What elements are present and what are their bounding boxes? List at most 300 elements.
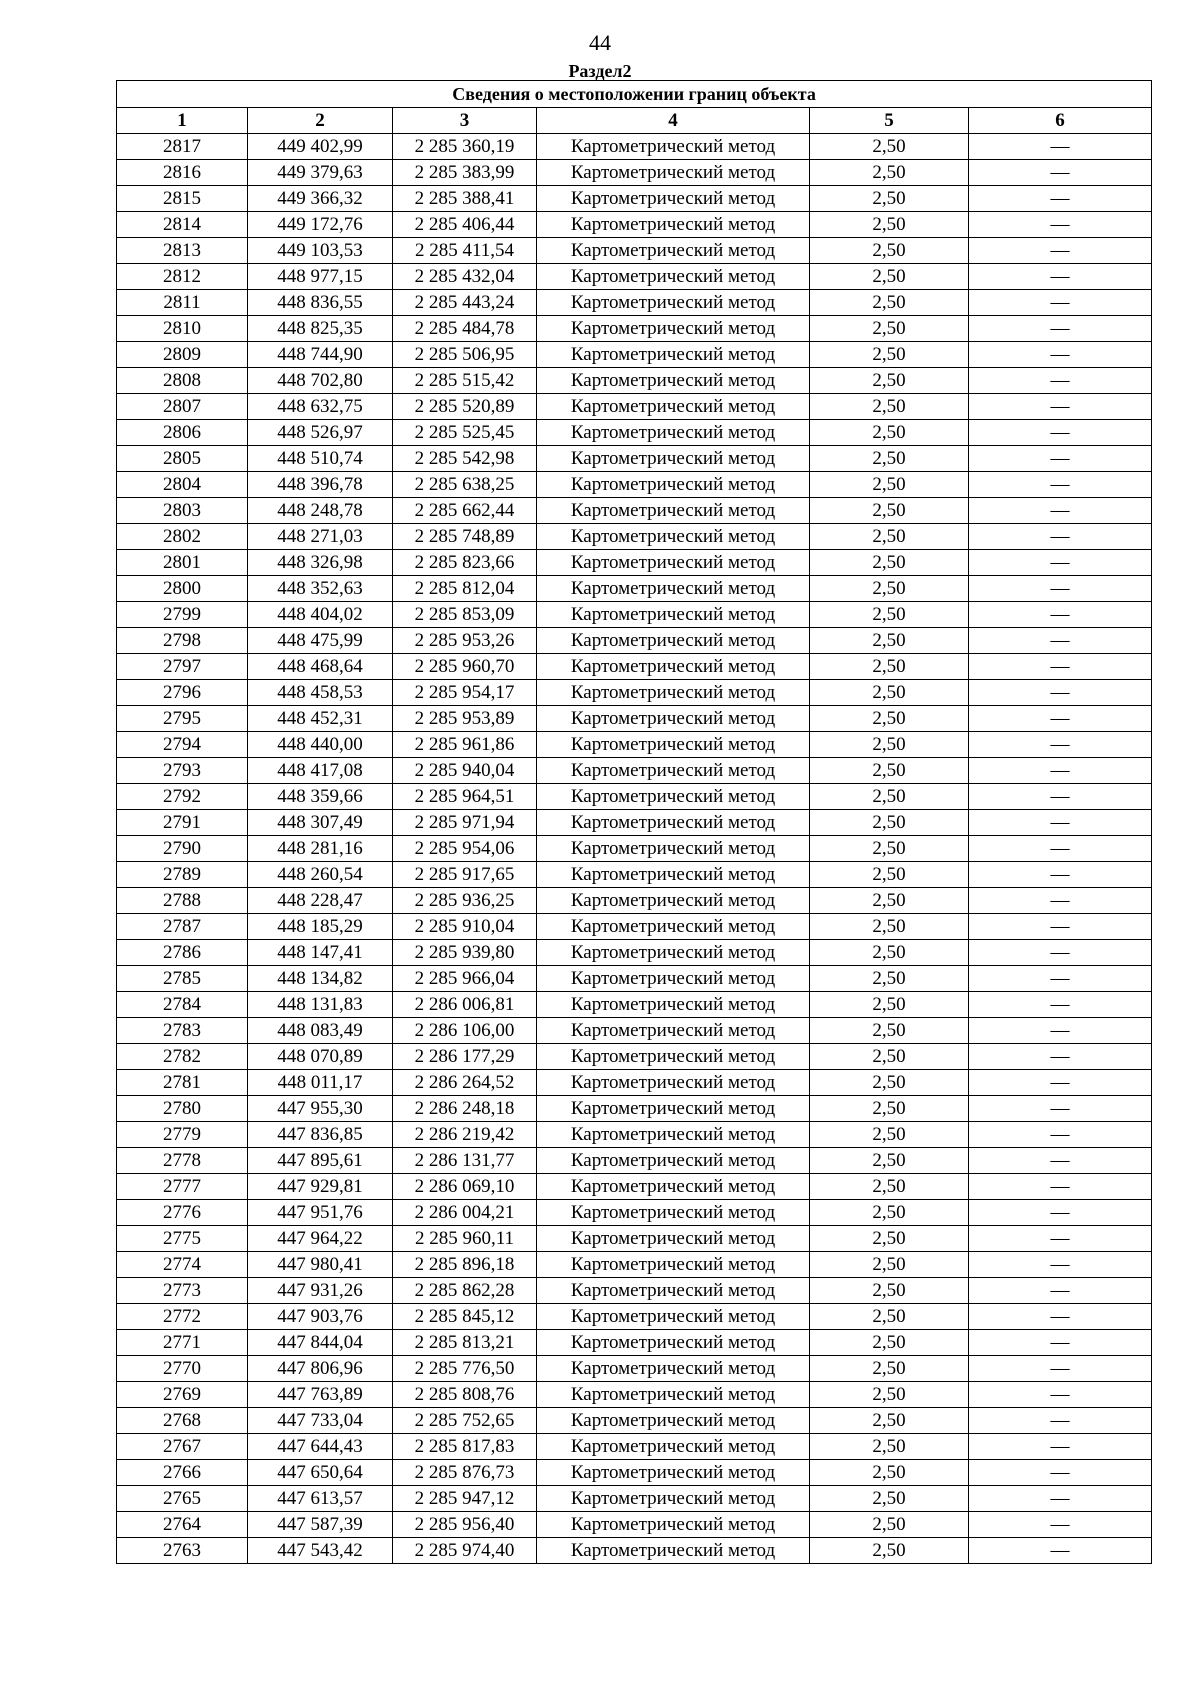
x-coordinate-cell: 448 260,54 — [248, 862, 393, 888]
y-coordinate-cell: 2 285 432,04 — [393, 264, 537, 290]
method-cell: Картометрический метод — [537, 784, 810, 810]
table-row — [117, 914, 1152, 940]
y-coordinate-cell: 2 285 961,86 — [393, 732, 537, 758]
y-coordinate-cell: 2 285 953,26 — [393, 628, 537, 654]
description-cell: — — [969, 862, 1152, 888]
x-coordinate-cell: 448 248,78 — [248, 498, 393, 524]
y-coordinate-cell: 2 285 940,04 — [393, 758, 537, 784]
description-cell: — — [969, 1096, 1152, 1122]
point-number-cell: 2770 — [117, 1356, 248, 1382]
description-cell: — — [969, 1460, 1152, 1486]
method-cell: Картометрический метод — [537, 1434, 810, 1460]
y-coordinate-cell: 2 285 853,09 — [393, 602, 537, 628]
table-row — [117, 342, 1152, 368]
method-cell: Картометрический метод — [537, 810, 810, 836]
table-row — [117, 706, 1152, 732]
table-row — [117, 1044, 1152, 1070]
table-row — [117, 1018, 1152, 1044]
accuracy-cell: 2,50 — [810, 1070, 969, 1096]
method-cell: Картометрический метод — [537, 914, 810, 940]
accuracy-cell: 2,50 — [810, 368, 969, 394]
point-number-cell: 2813 — [117, 238, 248, 264]
y-coordinate-cell: 2 285 638,25 — [393, 472, 537, 498]
table-row — [117, 1382, 1152, 1408]
y-coordinate-cell: 2 285 910,04 — [393, 914, 537, 940]
y-coordinate-cell: 2 285 954,17 — [393, 680, 537, 706]
x-coordinate-cell: 447 903,76 — [248, 1304, 393, 1330]
accuracy-cell: 2,50 — [810, 446, 969, 472]
section-title: Раздел2 — [568, 61, 632, 81]
accuracy-cell: 2,50 — [810, 836, 969, 862]
point-number-cell: 2773 — [117, 1278, 248, 1304]
accuracy-cell: 2,50 — [810, 810, 969, 836]
table-row — [117, 1538, 1152, 1564]
accuracy-cell: 2,50 — [810, 628, 969, 654]
accuracy-cell: 2,50 — [810, 680, 969, 706]
table-row — [117, 446, 1152, 472]
accuracy-cell: 2,50 — [810, 160, 969, 186]
x-coordinate-cell: 448 326,98 — [248, 550, 393, 576]
x-coordinate-cell: 448 131,83 — [248, 992, 393, 1018]
accuracy-cell: 2,50 — [810, 1356, 969, 1382]
point-number-cell: 2797 — [117, 654, 248, 680]
method-cell: Картометрический метод — [537, 1330, 810, 1356]
description-cell: — — [969, 550, 1152, 576]
y-coordinate-cell: 2 285 862,28 — [393, 1278, 537, 1304]
method-cell: Картометрический метод — [537, 342, 810, 368]
table-row — [117, 186, 1152, 212]
method-cell: Картометрический метод — [537, 654, 810, 680]
table-row — [117, 238, 1152, 264]
x-coordinate-cell: 448 632,75 — [248, 394, 393, 420]
x-coordinate-cell: 447 955,30 — [248, 1096, 393, 1122]
table-row — [117, 628, 1152, 654]
y-coordinate-cell: 2 285 953,89 — [393, 706, 537, 732]
method-cell: Картометрический метод — [537, 1512, 810, 1538]
method-cell: Картометрический метод — [537, 524, 810, 550]
y-coordinate-cell: 2 285 974,40 — [393, 1538, 537, 1564]
point-number-cell: 2786 — [117, 940, 248, 966]
x-coordinate-cell: 447 895,61 — [248, 1148, 393, 1174]
description-cell: — — [969, 1512, 1152, 1538]
y-coordinate-cell: 2 285 411,54 — [393, 238, 537, 264]
accuracy-cell: 2,50 — [810, 1148, 969, 1174]
x-coordinate-cell: 448 281,16 — [248, 836, 393, 862]
point-number-cell: 2771 — [117, 1330, 248, 1356]
point-number-cell: 2801 — [117, 550, 248, 576]
accuracy-cell: 2,50 — [810, 524, 969, 550]
x-coordinate-cell: 448 702,80 — [248, 368, 393, 394]
point-number-cell: 2810 — [117, 316, 248, 342]
accuracy-cell: 2,50 — [810, 290, 969, 316]
description-cell: — — [969, 1148, 1152, 1174]
table-row — [117, 1200, 1152, 1226]
point-number-cell: 2775 — [117, 1226, 248, 1252]
y-coordinate-cell: 2 285 388,41 — [393, 186, 537, 212]
x-coordinate-cell: 448 228,47 — [248, 888, 393, 914]
method-cell: Картометрический метод — [537, 1070, 810, 1096]
method-cell: Картометрический метод — [537, 1252, 810, 1278]
table-head — [117, 81, 1152, 134]
point-number-cell: 2807 — [117, 394, 248, 420]
table-body — [117, 134, 1152, 1564]
description-cell: — — [969, 368, 1152, 394]
column-header: 6 — [969, 108, 1152, 134]
x-coordinate-cell: 448 510,74 — [248, 446, 393, 472]
y-coordinate-cell: 2 285 813,21 — [393, 1330, 537, 1356]
table-row — [117, 316, 1152, 342]
x-coordinate-cell: 447 613,57 — [248, 1486, 393, 1512]
accuracy-cell: 2,50 — [810, 784, 969, 810]
x-coordinate-cell: 447 929,81 — [248, 1174, 393, 1200]
method-cell: Картометрический метод — [537, 1018, 810, 1044]
accuracy-cell: 2,50 — [810, 758, 969, 784]
y-coordinate-cell: 2 286 264,52 — [393, 1070, 537, 1096]
column-header: 5 — [810, 108, 969, 134]
table-row — [117, 524, 1152, 550]
accuracy-cell: 2,50 — [810, 1226, 969, 1252]
x-coordinate-cell: 448 070,89 — [248, 1044, 393, 1070]
description-cell: — — [969, 836, 1152, 862]
method-cell: Картометрический метод — [537, 1122, 810, 1148]
point-number-cell: 2790 — [117, 836, 248, 862]
page-number: 44 — [589, 30, 611, 55]
table-row — [117, 160, 1152, 186]
table-row — [117, 290, 1152, 316]
table-row — [117, 966, 1152, 992]
y-coordinate-cell: 2 286 006,81 — [393, 992, 537, 1018]
point-number-cell: 2776 — [117, 1200, 248, 1226]
x-coordinate-cell: 448 083,49 — [248, 1018, 393, 1044]
column-header: 1 — [117, 108, 248, 134]
table-row — [117, 264, 1152, 290]
description-cell: — — [969, 1044, 1152, 1070]
description-cell: — — [969, 1434, 1152, 1460]
accuracy-cell: 2,50 — [810, 1486, 969, 1512]
x-coordinate-cell: 448 440,00 — [248, 732, 393, 758]
method-cell: Картометрический метод — [537, 498, 810, 524]
description-cell: — — [969, 654, 1152, 680]
point-number-cell: 2804 — [117, 472, 248, 498]
description-cell: — — [969, 1070, 1152, 1096]
x-coordinate-cell: 448 744,90 — [248, 342, 393, 368]
x-coordinate-cell: 447 650,64 — [248, 1460, 393, 1486]
point-number-cell: 2799 — [117, 602, 248, 628]
accuracy-cell: 2,50 — [810, 992, 969, 1018]
column-header: 2 — [248, 108, 393, 134]
x-coordinate-cell: 448 147,41 — [248, 940, 393, 966]
description-cell: — — [969, 1408, 1152, 1434]
x-coordinate-cell: 448 977,15 — [248, 264, 393, 290]
point-number-cell: 2794 — [117, 732, 248, 758]
table-row — [117, 1486, 1152, 1512]
accuracy-cell: 2,50 — [810, 732, 969, 758]
point-number-cell: 2811 — [117, 290, 248, 316]
table-row — [117, 1304, 1152, 1330]
point-number-cell: 2816 — [117, 160, 248, 186]
table-row — [117, 394, 1152, 420]
point-number-cell: 2812 — [117, 264, 248, 290]
y-coordinate-cell: 2 286 069,10 — [393, 1174, 537, 1200]
accuracy-cell: 2,50 — [810, 316, 969, 342]
description-cell: — — [969, 134, 1152, 160]
point-number-cell: 2791 — [117, 810, 248, 836]
point-number-cell: 2809 — [117, 342, 248, 368]
accuracy-cell: 2,50 — [810, 1278, 969, 1304]
description-cell: — — [969, 706, 1152, 732]
accuracy-cell: 2,50 — [810, 472, 969, 498]
method-cell: Картометрический метод — [537, 1304, 810, 1330]
y-coordinate-cell: 2 286 219,42 — [393, 1122, 537, 1148]
x-coordinate-cell: 447 543,42 — [248, 1538, 393, 1564]
method-cell: Картометрический метод — [537, 992, 810, 1018]
y-coordinate-cell: 2 285 515,42 — [393, 368, 537, 394]
y-coordinate-cell: 2 285 956,40 — [393, 1512, 537, 1538]
x-coordinate-cell: 447 964,22 — [248, 1226, 393, 1252]
accuracy-cell: 2,50 — [810, 1330, 969, 1356]
x-coordinate-cell: 449 172,76 — [248, 212, 393, 238]
x-coordinate-cell: 447 763,89 — [248, 1382, 393, 1408]
description-cell: — — [969, 732, 1152, 758]
x-coordinate-cell: 449 103,53 — [248, 238, 393, 264]
table-caption: Сведения о местоположении границ объекта — [117, 81, 1152, 108]
y-coordinate-cell: 2 285 876,73 — [393, 1460, 537, 1486]
accuracy-cell: 2,50 — [810, 394, 969, 420]
accuracy-cell: 2,50 — [810, 420, 969, 446]
method-cell: Картометрический метод — [537, 290, 810, 316]
method-cell: Картометрический метод — [537, 264, 810, 290]
x-coordinate-cell: 447 980,41 — [248, 1252, 393, 1278]
accuracy-cell: 2,50 — [810, 1200, 969, 1226]
description-cell: — — [969, 966, 1152, 992]
accuracy-cell: 2,50 — [810, 1538, 969, 1564]
table-row — [117, 1356, 1152, 1382]
table-row — [117, 654, 1152, 680]
point-number-cell: 2817 — [117, 134, 248, 160]
point-number-cell: 2792 — [117, 784, 248, 810]
description-cell: — — [969, 784, 1152, 810]
method-cell: Картометрический метод — [537, 316, 810, 342]
method-cell: Картометрический метод — [537, 966, 810, 992]
x-coordinate-cell: 447 844,04 — [248, 1330, 393, 1356]
description-cell: — — [969, 238, 1152, 264]
y-coordinate-cell: 2 285 964,51 — [393, 784, 537, 810]
description-cell: — — [969, 576, 1152, 602]
point-number-cell: 2795 — [117, 706, 248, 732]
point-number-cell: 2796 — [117, 680, 248, 706]
description-cell: — — [969, 290, 1152, 316]
method-cell: Картометрический метод — [537, 940, 810, 966]
accuracy-cell: 2,50 — [810, 862, 969, 888]
description-cell: — — [969, 394, 1152, 420]
y-coordinate-cell: 2 285 812,04 — [393, 576, 537, 602]
point-number-cell: 2766 — [117, 1460, 248, 1486]
description-cell: — — [969, 160, 1152, 186]
description-cell: — — [969, 888, 1152, 914]
description-cell: — — [969, 1486, 1152, 1512]
accuracy-cell: 2,50 — [810, 654, 969, 680]
accuracy-cell: 2,50 — [810, 1174, 969, 1200]
description-cell: — — [969, 940, 1152, 966]
accuracy-cell: 2,50 — [810, 238, 969, 264]
method-cell: Картометрический метод — [537, 1538, 810, 1564]
table-row — [117, 862, 1152, 888]
point-number-cell: 2806 — [117, 420, 248, 446]
table-header-row — [117, 108, 1152, 134]
description-cell: — — [969, 316, 1152, 342]
table-row — [117, 1278, 1152, 1304]
point-number-cell: 2765 — [117, 1486, 248, 1512]
table-row — [117, 576, 1152, 602]
method-cell: Картометрический метод — [537, 1278, 810, 1304]
point-number-cell: 2763 — [117, 1538, 248, 1564]
x-coordinate-cell: 448 836,55 — [248, 290, 393, 316]
method-cell: Картометрический метод — [537, 1200, 810, 1226]
y-coordinate-cell: 2 285 971,94 — [393, 810, 537, 836]
x-coordinate-cell: 449 402,99 — [248, 134, 393, 160]
column-header: 4 — [537, 108, 810, 134]
accuracy-cell: 2,50 — [810, 1252, 969, 1278]
accuracy-cell: 2,50 — [810, 1096, 969, 1122]
x-coordinate-cell: 448 134,82 — [248, 966, 393, 992]
method-cell: Картометрический метод — [537, 602, 810, 628]
accuracy-cell: 2,50 — [810, 264, 969, 290]
accuracy-cell: 2,50 — [810, 342, 969, 368]
method-cell: Картометрический метод — [537, 212, 810, 238]
point-number-cell: 2798 — [117, 628, 248, 654]
point-number-cell: 2774 — [117, 1252, 248, 1278]
description-cell: — — [969, 1382, 1152, 1408]
x-coordinate-cell: 448 011,17 — [248, 1070, 393, 1096]
point-number-cell: 2782 — [117, 1044, 248, 1070]
table-row — [117, 1070, 1152, 1096]
method-cell: Картометрический метод — [537, 732, 810, 758]
description-cell: — — [969, 446, 1152, 472]
y-coordinate-cell: 2 285 966,04 — [393, 966, 537, 992]
y-coordinate-cell: 2 285 525,45 — [393, 420, 537, 446]
point-number-cell: 2802 — [117, 524, 248, 550]
y-coordinate-cell: 2 285 960,70 — [393, 654, 537, 680]
accuracy-cell: 2,50 — [810, 706, 969, 732]
description-cell: — — [969, 628, 1152, 654]
point-number-cell: 2785 — [117, 966, 248, 992]
y-coordinate-cell: 2 286 004,21 — [393, 1200, 537, 1226]
y-coordinate-cell: 2 285 960,11 — [393, 1226, 537, 1252]
table-row — [117, 1174, 1152, 1200]
x-coordinate-cell: 448 185,29 — [248, 914, 393, 940]
table-row — [117, 472, 1152, 498]
x-coordinate-cell: 448 526,97 — [248, 420, 393, 446]
point-number-cell: 2769 — [117, 1382, 248, 1408]
table-row — [117, 1226, 1152, 1252]
description-cell: — — [969, 186, 1152, 212]
accuracy-cell: 2,50 — [810, 550, 969, 576]
table-row — [117, 134, 1152, 160]
y-coordinate-cell: 2 285 406,44 — [393, 212, 537, 238]
method-cell: Картометрический метод — [537, 160, 810, 186]
y-coordinate-cell: 2 285 484,78 — [393, 316, 537, 342]
point-number-cell: 2805 — [117, 446, 248, 472]
point-number-cell: 2787 — [117, 914, 248, 940]
x-coordinate-cell: 448 352,63 — [248, 576, 393, 602]
y-coordinate-cell: 2 285 360,19 — [393, 134, 537, 160]
table-row — [117, 1408, 1152, 1434]
description-cell: — — [969, 1278, 1152, 1304]
x-coordinate-cell: 448 475,99 — [248, 628, 393, 654]
x-coordinate-cell: 448 359,66 — [248, 784, 393, 810]
y-coordinate-cell: 2 286 248,18 — [393, 1096, 537, 1122]
y-coordinate-cell: 2 285 808,76 — [393, 1382, 537, 1408]
accuracy-cell: 2,50 — [810, 1460, 969, 1486]
description-cell: — — [969, 472, 1152, 498]
accuracy-cell: 2,50 — [810, 940, 969, 966]
method-cell: Картометрический метод — [537, 888, 810, 914]
x-coordinate-cell: 447 951,76 — [248, 1200, 393, 1226]
accuracy-cell: 2,50 — [810, 1304, 969, 1330]
point-number-cell: 2768 — [117, 1408, 248, 1434]
description-cell: — — [969, 212, 1152, 238]
description-cell: — — [969, 914, 1152, 940]
description-cell: — — [969, 810, 1152, 836]
table-caption-row — [117, 81, 1152, 108]
description-cell: — — [969, 1252, 1152, 1278]
description-cell: — — [969, 992, 1152, 1018]
point-number-cell: 2800 — [117, 576, 248, 602]
method-cell: Картометрический метод — [537, 758, 810, 784]
description-cell: — — [969, 264, 1152, 290]
table-row — [117, 1148, 1152, 1174]
method-cell: Картометрический метод — [537, 472, 810, 498]
method-cell: Картометрический метод — [537, 446, 810, 472]
x-coordinate-cell: 448 458,53 — [248, 680, 393, 706]
x-coordinate-cell: 448 417,08 — [248, 758, 393, 784]
y-coordinate-cell: 2 285 845,12 — [393, 1304, 537, 1330]
method-cell: Картометрический метод — [537, 706, 810, 732]
point-number-cell: 2803 — [117, 498, 248, 524]
description-cell: — — [969, 420, 1152, 446]
method-cell: Картометрический метод — [537, 134, 810, 160]
point-number-cell: 2779 — [117, 1122, 248, 1148]
table-row — [117, 1460, 1152, 1486]
x-coordinate-cell: 448 825,35 — [248, 316, 393, 342]
description-cell: — — [969, 1174, 1152, 1200]
method-cell: Картометрический метод — [537, 368, 810, 394]
method-cell: Картометрический метод — [537, 628, 810, 654]
x-coordinate-cell: 447 931,26 — [248, 1278, 393, 1304]
method-cell: Картометрический метод — [537, 1460, 810, 1486]
accuracy-cell: 2,50 — [810, 1382, 969, 1408]
description-cell: — — [969, 1018, 1152, 1044]
y-coordinate-cell: 2 285 542,98 — [393, 446, 537, 472]
accuracy-cell: 2,50 — [810, 1018, 969, 1044]
accuracy-cell: 2,50 — [810, 1512, 969, 1538]
column-header: 3 — [393, 108, 537, 134]
table-row — [117, 758, 1152, 784]
y-coordinate-cell: 2 285 939,80 — [393, 940, 537, 966]
point-number-cell: 2777 — [117, 1174, 248, 1200]
table-row — [117, 1434, 1152, 1460]
table-row — [117, 836, 1152, 862]
table-row — [117, 1122, 1152, 1148]
x-coordinate-cell: 449 366,32 — [248, 186, 393, 212]
method-cell: Картометрический метод — [537, 1382, 810, 1408]
accuracy-cell: 2,50 — [810, 212, 969, 238]
table-row — [117, 1096, 1152, 1122]
description-cell: — — [969, 1304, 1152, 1330]
point-number-cell: 2783 — [117, 1018, 248, 1044]
x-coordinate-cell: 448 307,49 — [248, 810, 393, 836]
method-cell: Картометрический метод — [537, 1174, 810, 1200]
